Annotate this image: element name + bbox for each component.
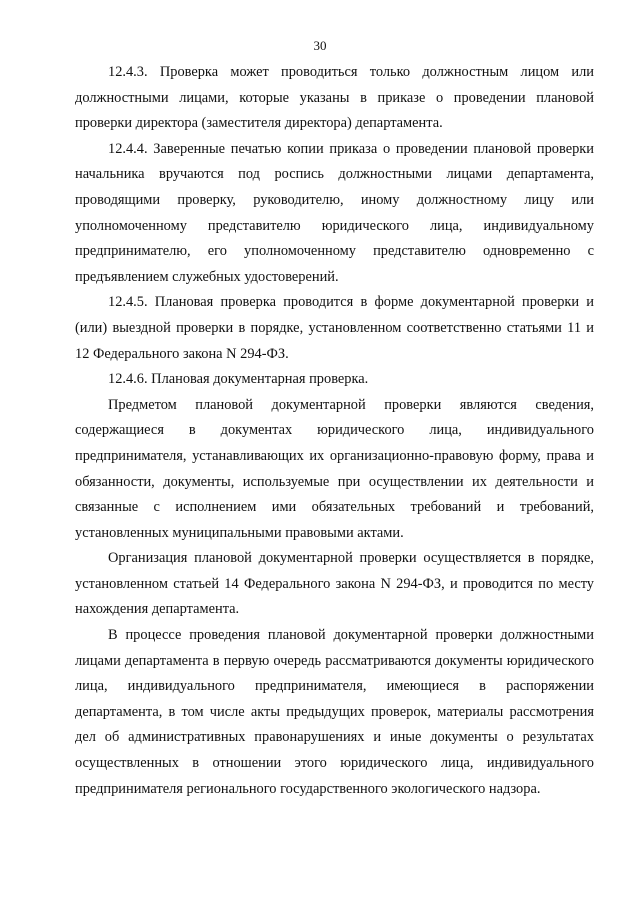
paragraph-inspection-process: В процессе проведения плановой документарной проверки должностными лицами департамента в первую очередь рассматриваются документы юридического лица, индивидуального предпринимателя, имеющиеся в распоряжении департамента, в том числе акты предыдущих проверок, материалы рассмотрения дел об административных правонарушениях и иные документы о результатах осуществленных в отношении этого юридического лица, индивидуального предпринимателя регионального государственного экологического надзора. [75,627,594,797]
paragraph-organization-of-inspection: Организация плановой документарной проверки осуществляется в порядке, установленном статьей 14 Федерального закона N 294-ФЗ, и проводится по месту нахождения департамента. [75,550,594,618]
paragraph-subject-of-inspection: Предметом плановой документарной проверки являются сведения, содержащиеся в документах юридического лица, индивидуального предпринимателя, устанавливающих их организационно-правовую форму, права и обязанности, документы, используемые при осуществлении их деятельности и связанные с исполнением ими обязательных требований и требований, установленных муниципальными правовыми актами. [75,396,594,541]
paragraph-12-4-3: 12.4.3. Проверка может проводиться только должностным лицом или должностными лицами, которые указаны в приказе о проведении плановой проверки директора (заместителя директора) департамента. [75,64,594,132]
page-number: 30 [313,38,327,53]
paragraph-12-4-5: 12.4.5. Плановая проверка проводится в форме документарной проверки и (или) выездной проверки в порядке, установленном соответственно статьями 11 и 12 Федерального закона N 294-ФЗ. [75,294,594,362]
paragraph-12-4-6-heading: 12.4.6. Плановая документарная проверка. [108,371,369,388]
paragraph-12-4-4: 12.4.4. Заверенные печатью копии приказа о проведении плановой проверки начальника вручаются под роспись должностными лицами департамента, проводящими проверку, руководителю, иному должностному лицу или уполномоченному представителю юридического лица, индивидуальному предпринимателю, его уполномоченному представителю одновременно с предъявлением служебных удостоверений. [75,140,594,285]
document-body [75,60,594,802]
